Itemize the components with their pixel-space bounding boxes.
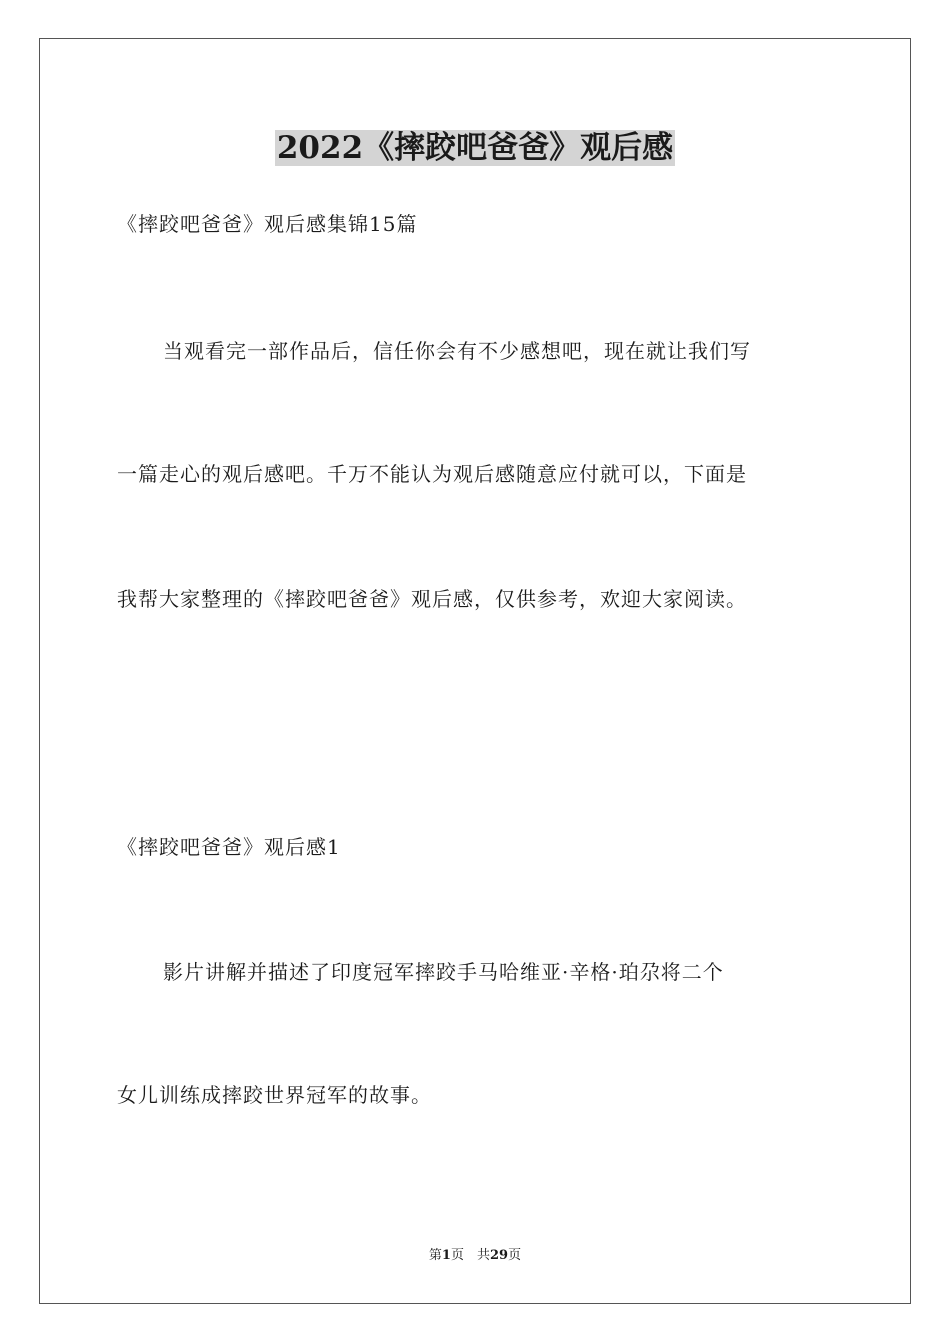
intro-line-1: 当观看完一部作品后，信任你会有不少感想吧，现在就让我们写	[163, 339, 751, 363]
footer-page-current: 1	[441, 1248, 451, 1263]
footer-page-prefix: 第	[428, 1248, 442, 1263]
footer-page-mid: 页 共	[450, 1248, 490, 1263]
footer-page-total: 29	[489, 1248, 509, 1263]
intro-line-2: 一篇走心的观后感吧。千万不能认为观后感随意应付就可以，下面是	[117, 462, 747, 486]
document-subtitle: 《摔跤吧爸爸》观后感集锦15篇	[117, 212, 418, 236]
intro-line-3: 我帮大家整理的《摔跤吧爸爸》观后感，仅供参考，欢迎大家阅读。	[117, 587, 747, 611]
footer-page-suffix: 页	[508, 1248, 522, 1263]
section-heading: 《摔跤吧爸爸》观后感1	[117, 835, 341, 859]
document-title	[0, 128, 950, 168]
document-title-text: 2022《摔跤吧爸爸》观后感	[276, 130, 674, 166]
section-line-1: 影片讲解并描述了印度冠军摔跤手马哈维亚·辛格·珀尕将二个	[163, 960, 724, 984]
page-footer	[0, 1247, 950, 1265]
section-line-2: 女儿训练成摔跤世界冠军的故事。	[117, 1083, 432, 1107]
